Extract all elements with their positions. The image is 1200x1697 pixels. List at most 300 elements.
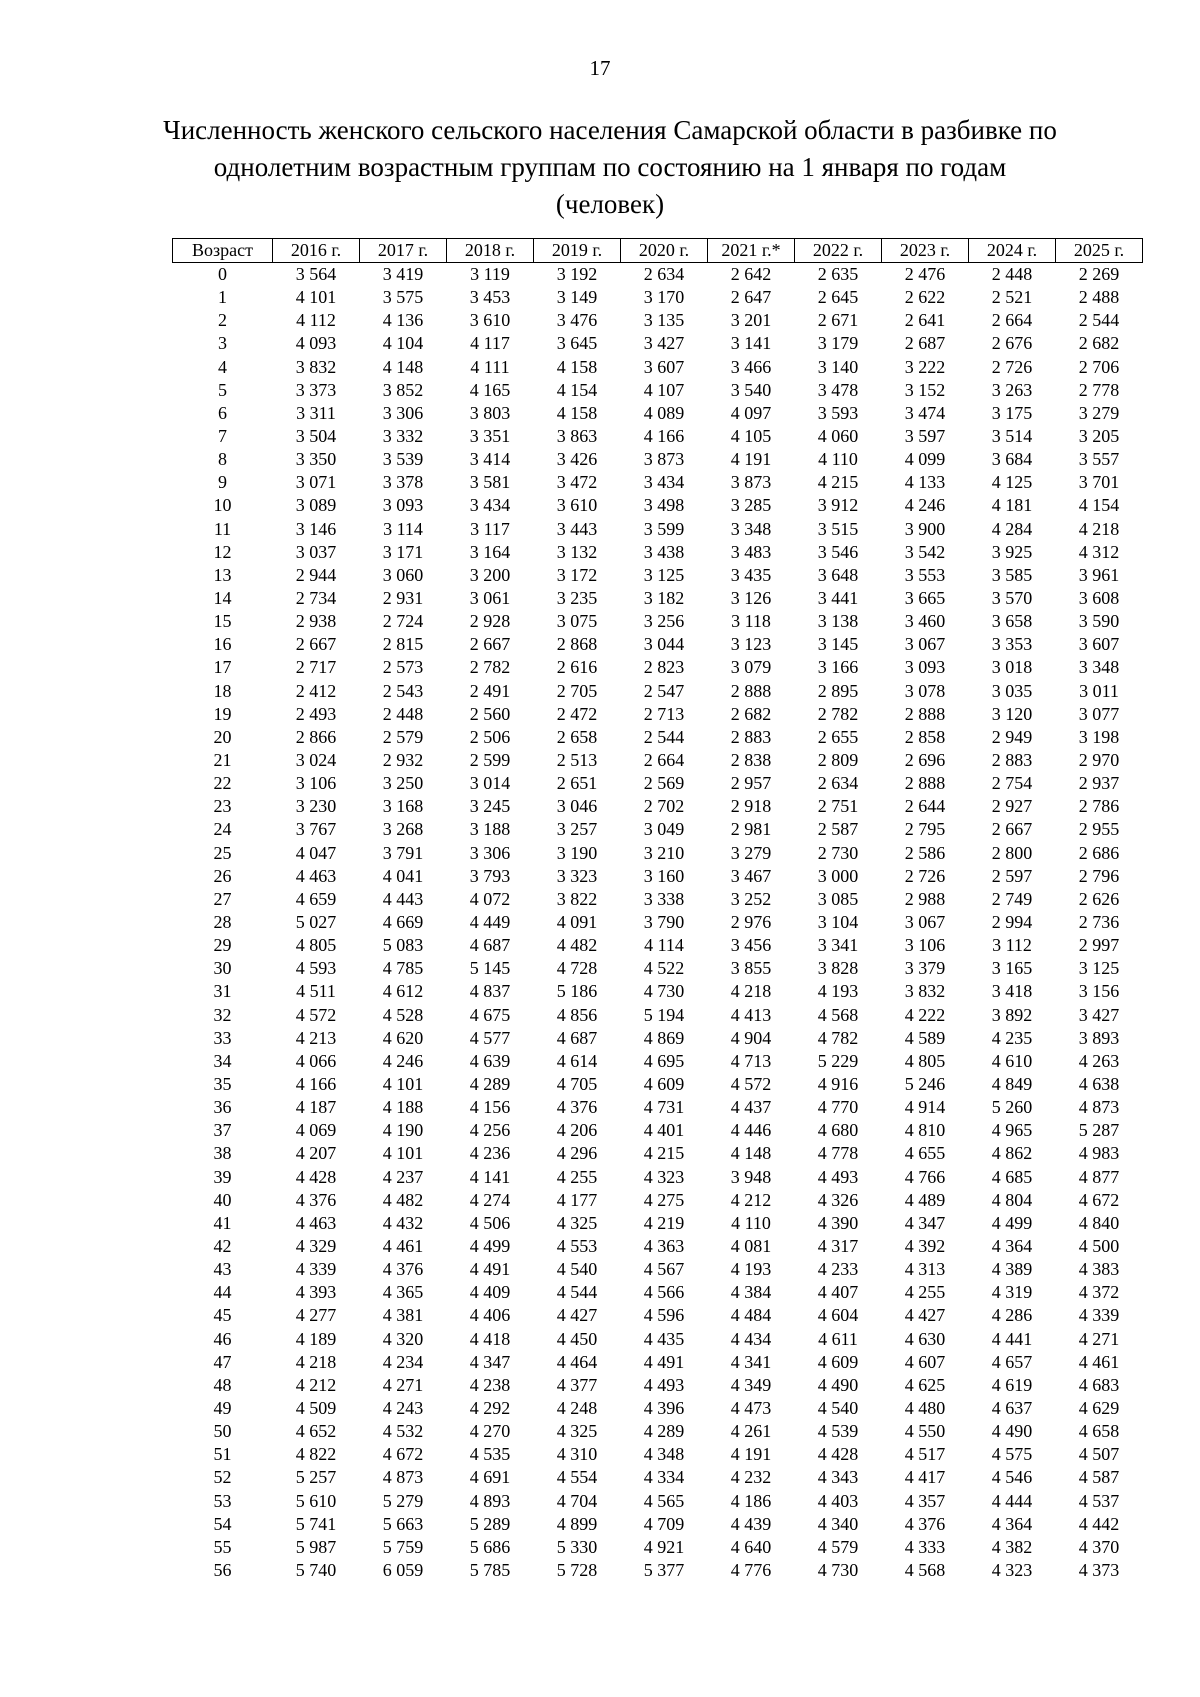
population-cell: 3 123 <box>730 634 772 655</box>
population-cell: 4 568 <box>817 1004 859 1025</box>
population-cell: 4 384 <box>730 1282 772 1303</box>
population-cell: 4 567 <box>643 1259 685 1280</box>
age-cell: 1 <box>218 287 227 308</box>
population-cell: 3 160 <box>643 865 685 886</box>
population-cell: 2 730 <box>817 842 859 863</box>
population-cell: 4 685 <box>991 1166 1033 1187</box>
population-cell: 4 652 <box>295 1421 337 1442</box>
population-cell: 5 728 <box>556 1559 598 1580</box>
population-cell: 2 641 <box>904 310 946 331</box>
population-cell: 4 493 <box>817 1166 859 1187</box>
age-cell: 20 <box>213 726 232 747</box>
table-row <box>173 286 1143 309</box>
column-header-year: 2023 г. <box>882 239 969 263</box>
population-cell: 4 274 <box>469 1189 511 1210</box>
population-cell: 2 895 <box>817 680 859 701</box>
population-cell: 3 257 <box>556 819 598 840</box>
population-cell: 4 691 <box>469 1467 511 1488</box>
population-cell: 4 849 <box>991 1073 1033 1094</box>
population-cell: 4 403 <box>817 1490 859 1511</box>
population-cell: 3 149 <box>556 287 598 308</box>
population-cell: 3 373 <box>295 379 337 400</box>
table-row <box>173 957 1143 980</box>
population-cell: 4 107 <box>643 379 685 400</box>
table-row <box>173 749 1143 772</box>
table-row <box>173 1397 1143 1420</box>
population-cell: 3 235 <box>556 588 598 609</box>
population-cell: 4 463 <box>295 865 337 886</box>
population-cell: 4 914 <box>904 1097 946 1118</box>
table-row <box>173 980 1143 1003</box>
population-cell: 3 514 <box>991 426 1033 447</box>
population-cell: 4 333 <box>904 1536 946 1557</box>
column-header-age: Возраст <box>173 239 273 263</box>
population-cell: 4 657 <box>991 1351 1033 1372</box>
table-row <box>173 587 1143 610</box>
population-cell: 3 106 <box>295 773 337 794</box>
population-cell: 4 619 <box>991 1374 1033 1395</box>
population-cell: 3 540 <box>730 379 772 400</box>
population-cell: 3 414 <box>469 449 511 470</box>
population-cell: 4 461 <box>1078 1351 1120 1372</box>
population-cell: 4 484 <box>730 1305 772 1326</box>
population-cell: 4 255 <box>556 1166 598 1187</box>
population-cell: 2 888 <box>730 680 772 701</box>
population-cell: 4 614 <box>556 1050 598 1071</box>
population-cell: 3 077 <box>1078 703 1120 724</box>
population-cell: 5 987 <box>295 1536 337 1557</box>
population-cell: 3 553 <box>904 564 946 585</box>
population-cell: 2 573 <box>382 657 424 678</box>
population-cell: 4 246 <box>382 1050 424 1071</box>
age-cell: 13 <box>213 564 232 585</box>
population-cell: 4 675 <box>469 1004 511 1025</box>
population-cell: 4 683 <box>1078 1374 1120 1395</box>
population-cell: 4 101 <box>295 287 337 308</box>
population-cell: 4 437 <box>730 1097 772 1118</box>
population-cell: 3 190 <box>556 842 598 863</box>
population-cell: 3 912 <box>817 495 859 516</box>
population-cell: 4 489 <box>904 1189 946 1210</box>
population-cell: 2 682 <box>730 703 772 724</box>
population-cell: 2 642 <box>730 264 772 285</box>
population-cell: 3 135 <box>643 310 685 331</box>
population-cell: 4 349 <box>730 1374 772 1395</box>
population-cell: 5 741 <box>295 1513 337 1534</box>
population-cell: 4 965 <box>991 1120 1033 1141</box>
population-cell: 3 188 <box>469 819 511 840</box>
title-line: однолетним возрастным группам по состоянию на 1 января по годам <box>213 152 1007 182</box>
population-cell: 4 805 <box>295 935 337 956</box>
population-cell: 4 589 <box>904 1027 946 1048</box>
population-cell: 3 250 <box>382 773 424 794</box>
population-cell: 3 268 <box>382 819 424 840</box>
population-cell: 4 540 <box>817 1397 859 1418</box>
population-cell: 4 158 <box>556 402 598 423</box>
population-cell: 4 434 <box>730 1328 772 1349</box>
population-cell: 2 883 <box>991 750 1033 771</box>
population-cell: 3 665 <box>904 588 946 609</box>
population-cell: 4 110 <box>731 1212 771 1233</box>
population-cell: 4 148 <box>730 1143 772 1164</box>
population-cell: 2 823 <box>643 657 685 678</box>
population-cell: 3 046 <box>556 796 598 817</box>
table-row <box>173 865 1143 888</box>
age-cell: 48 <box>213 1374 232 1395</box>
population-cell: 3 279 <box>1078 402 1120 423</box>
population-cell: 2 734 <box>295 588 337 609</box>
population-cell: 3 426 <box>556 449 598 470</box>
population-cell: 3 172 <box>556 564 598 585</box>
age-cell: 39 <box>213 1166 232 1187</box>
population-cell: 2 888 <box>904 703 946 724</box>
population-cell: 4 511 <box>296 981 336 1002</box>
population-cell: 4 658 <box>1078 1421 1120 1442</box>
population-cell: 3 378 <box>382 472 424 493</box>
population-cell: 3 793 <box>469 865 511 886</box>
population-cell: 4 899 <box>556 1513 598 1534</box>
population-cell: 3 125 <box>1078 958 1120 979</box>
population-cell: 2 635 <box>817 264 859 285</box>
population-cell: 4 565 <box>643 1490 685 1511</box>
population-cell: 5 663 <box>382 1513 424 1534</box>
population-cell: 2 579 <box>382 726 424 747</box>
population-cell: 3 546 <box>817 541 859 562</box>
population-cell: 4 640 <box>730 1536 772 1557</box>
population-cell: 3 256 <box>643 611 685 632</box>
population-cell: 3 557 <box>1078 449 1120 470</box>
population-cell: 4 607 <box>904 1351 946 1372</box>
age-cell: 44 <box>213 1282 232 1303</box>
population-cell: 4 393 <box>295 1282 337 1303</box>
population-cell: 3 120 <box>991 703 1033 724</box>
population-cell: 3 474 <box>904 402 946 423</box>
population-cell: 3 585 <box>991 564 1033 585</box>
population-cell: 2 634 <box>643 264 685 285</box>
population-cell: 4 566 <box>643 1282 685 1303</box>
age-cell: 53 <box>213 1490 232 1511</box>
population-cell: 4 528 <box>382 1004 424 1025</box>
table-row <box>173 309 1143 332</box>
age-cell: 28 <box>213 912 232 932</box>
table-row <box>173 818 1143 841</box>
population-cell: 5 083 <box>382 935 424 956</box>
population-cell: 4 066 <box>295 1050 337 1071</box>
population-cell: 4 377 <box>556 1374 598 1395</box>
population-cell: 3 170 <box>643 287 685 308</box>
population-cell: 4 296 <box>556 1143 598 1164</box>
column-header-year: 2020 г. <box>621 239 708 263</box>
population-cell: 3 078 <box>904 680 946 701</box>
population-cell: 2 664 <box>991 310 1033 331</box>
population-cell: 2 868 <box>556 634 598 655</box>
population-table <box>172 238 1143 1582</box>
age-cell: 8 <box>218 449 227 470</box>
table-row <box>173 888 1143 911</box>
population-cell: 3 200 <box>469 564 511 585</box>
population-cell: 4 158 <box>556 356 598 377</box>
population-cell: 4 482 <box>382 1189 424 1210</box>
population-cell: 4 805 <box>904 1050 946 1071</box>
population-cell: 4 500 <box>1078 1235 1120 1256</box>
population-cell: 2 736 <box>1078 912 1120 932</box>
population-cell: 4 110 <box>818 449 858 470</box>
population-cell: 2 651 <box>556 773 598 794</box>
population-cell: 3 146 <box>295 518 337 539</box>
population-cell: 2 938 <box>295 611 337 632</box>
population-cell: 2 491 <box>469 680 511 701</box>
population-cell: 4 188 <box>382 1097 424 1118</box>
population-cell: 3 119 <box>470 264 510 285</box>
population-cell: 3 434 <box>643 472 685 493</box>
population-cell: 3 106 <box>904 935 946 956</box>
population-cell: 2 713 <box>643 703 685 724</box>
table-row <box>173 1142 1143 1165</box>
population-cell: 2 476 <box>904 264 946 285</box>
population-cell: 4 804 <box>991 1189 1033 1210</box>
population-cell: 4 609 <box>643 1073 685 1094</box>
population-cell: 4 213 <box>295 1027 337 1048</box>
population-cell: 3 427 <box>1078 1004 1120 1025</box>
population-cell: 3 453 <box>469 287 511 308</box>
population-cell: 4 553 <box>556 1235 598 1256</box>
population-cell: 3 168 <box>382 796 424 817</box>
population-cell: 2 634 <box>817 773 859 794</box>
population-cell: 3 348 <box>1078 657 1120 678</box>
age-cell: 37 <box>213 1120 232 1141</box>
age-cell: 12 <box>213 541 232 562</box>
table-row <box>173 1466 1143 1489</box>
population-cell: 4 323 <box>643 1166 685 1187</box>
table-row <box>173 1096 1143 1119</box>
population-cell: 4 535 <box>469 1444 511 1465</box>
population-cell: 4 904 <box>730 1027 772 1048</box>
population-cell: 5 186 <box>556 981 598 1002</box>
population-cell: 4 111 <box>470 356 510 377</box>
population-cell: 4 357 <box>904 1490 946 1511</box>
population-cell: 3 948 <box>730 1166 772 1187</box>
population-cell: 4 206 <box>556 1120 598 1141</box>
population-cell: 2 547 <box>643 680 685 701</box>
population-cell: 3 498 <box>643 495 685 516</box>
population-cell: 4 364 <box>991 1235 1033 1256</box>
population-cell: 3 049 <box>643 819 685 840</box>
population-cell: 4 376 <box>295 1189 337 1210</box>
population-cell: 5 289 <box>469 1513 511 1534</box>
population-cell: 3 434 <box>469 495 511 516</box>
document-title <box>150 112 1070 223</box>
population-cell: 4 490 <box>991 1421 1033 1442</box>
population-cell: 2 955 <box>1078 819 1120 840</box>
population-cell: 4 263 <box>1078 1050 1120 1071</box>
population-cell: 3 427 <box>643 333 685 354</box>
population-cell: 4 340 <box>817 1513 859 1534</box>
population-cell: 2 782 <box>817 703 859 724</box>
population-cell: 4 446 <box>730 1120 772 1141</box>
population-cell: 4 893 <box>469 1490 511 1511</box>
population-cell: 5 740 <box>295 1559 337 1580</box>
population-cell: 2 997 <box>1078 935 1120 956</box>
population-cell: 3 419 <box>382 264 424 285</box>
age-cell: 14 <box>213 588 232 609</box>
population-cell: 3 140 <box>817 356 859 377</box>
population-cell: 3 112 <box>992 935 1032 956</box>
population-cell: 4 326 <box>817 1189 859 1210</box>
population-cell: 4 776 <box>730 1559 772 1580</box>
population-cell: 2 702 <box>643 796 685 817</box>
population-cell: 4 389 <box>991 1259 1033 1280</box>
population-cell: 4 101 <box>382 1143 424 1164</box>
population-cell: 4 443 <box>382 888 424 909</box>
table-row <box>173 1536 1143 1559</box>
population-cell: 3 658 <box>991 611 1033 632</box>
population-cell: 4 480 <box>904 1397 946 1418</box>
age-cell: 51 <box>213 1444 232 1465</box>
population-cell: 4 728 <box>556 958 598 979</box>
population-cell: 3 873 <box>643 449 685 470</box>
age-cell: 19 <box>213 703 232 724</box>
population-cell: 4 339 <box>1078 1305 1120 1326</box>
population-cell: 4 432 <box>382 1212 424 1233</box>
population-cell: 3 438 <box>643 541 685 562</box>
age-cell: 46 <box>213 1328 232 1349</box>
column-header-year: 2017 г. <box>360 239 447 263</box>
population-cell: 2 667 <box>295 634 337 655</box>
population-cell: 2 937 <box>1078 773 1120 794</box>
population-cell: 3 460 <box>904 611 946 632</box>
population-cell: 2 931 <box>382 588 424 609</box>
age-cell: 21 <box>213 750 232 771</box>
population-cell: 3 832 <box>904 981 946 1002</box>
population-cell: 4 212 <box>295 1374 337 1395</box>
population-cell: 4 190 <box>382 1120 424 1141</box>
age-cell: 7 <box>218 426 227 447</box>
population-cell: 4 572 <box>295 1004 337 1025</box>
population-cell: 4 810 <box>904 1120 946 1141</box>
population-cell: 4 323 <box>991 1559 1033 1580</box>
population-cell: 4 191 <box>730 449 772 470</box>
population-cell: 4 877 <box>1078 1166 1120 1187</box>
population-cell: 4 856 <box>556 1004 598 1025</box>
population-cell: 4 539 <box>817 1421 859 1442</box>
table-row <box>173 1258 1143 1281</box>
population-cell: 3 608 <box>1078 588 1120 609</box>
age-cell: 23 <box>213 796 232 817</box>
population-cell: 2 269 <box>1078 264 1120 285</box>
population-cell: 2 705 <box>556 680 598 701</box>
age-cell: 47 <box>213 1351 232 1372</box>
population-cell: 3 504 <box>295 426 337 447</box>
population-cell: 3 192 <box>556 264 598 285</box>
population-cell: 3 093 <box>382 495 424 516</box>
population-cell: 4 983 <box>1078 1143 1120 1164</box>
population-cell: 4 568 <box>904 1559 946 1580</box>
population-cell: 4 347 <box>469 1351 511 1372</box>
population-cell: 3 164 <box>469 541 511 562</box>
population-cell: 3 145 <box>817 634 859 655</box>
population-cell: 2 696 <box>904 750 946 771</box>
population-cell: 4 218 <box>295 1351 337 1372</box>
population-cell: 4 101 <box>382 1073 424 1094</box>
population-cell: 4 289 <box>643 1421 685 1442</box>
population-cell: 3 338 <box>643 888 685 909</box>
population-cell: 2 569 <box>643 773 685 794</box>
population-cell: 3 044 <box>643 634 685 655</box>
population-cell: 2 883 <box>730 726 772 747</box>
population-cell: 4 243 <box>382 1397 424 1418</box>
population-cell: 3 648 <box>817 564 859 585</box>
page-number: 17 <box>589 56 611 80</box>
population-cell: 2 786 <box>1078 796 1120 817</box>
population-cell: 3 156 <box>1078 981 1120 1002</box>
population-cell: 4 313 <box>904 1259 946 1280</box>
population-cell: 2 888 <box>904 773 946 794</box>
population-cell: 4 069 <box>295 1120 337 1141</box>
population-cell: 4 317 <box>817 1235 859 1256</box>
population-cell: 2 587 <box>817 819 859 840</box>
population-cell: 2 932 <box>382 750 424 771</box>
population-cell: 2 664 <box>643 750 685 771</box>
population-cell: 3 483 <box>730 541 772 562</box>
population-cell: 4 428 <box>295 1166 337 1187</box>
population-cell: 4 611 <box>818 1328 858 1349</box>
population-cell: 4 089 <box>643 402 685 423</box>
population-cell: 4 766 <box>904 1166 946 1187</box>
population-cell: 4 286 <box>991 1305 1033 1326</box>
population-cell: 4 218 <box>730 981 772 1002</box>
age-cell: 43 <box>213 1259 232 1280</box>
table-row <box>173 564 1143 587</box>
population-cell: 3 152 <box>904 379 946 400</box>
population-cell: 4 449 <box>469 912 511 932</box>
population-cell: 4 348 <box>643 1444 685 1465</box>
population-cell: 4 921 <box>643 1536 685 1557</box>
population-cell: 4 376 <box>382 1259 424 1280</box>
population-cell: 3 285 <box>730 495 772 516</box>
population-cell: 3 061 <box>469 588 511 609</box>
population-cell: 4 364 <box>991 1513 1033 1534</box>
age-cell: 15 <box>213 611 232 632</box>
population-cell: 4 312 <box>1078 541 1120 562</box>
population-cell: 2 543 <box>382 680 424 701</box>
population-cell: 3 011 <box>1079 680 1119 701</box>
age-cell: 52 <box>213 1467 232 1488</box>
population-cell: 3 564 <box>295 264 337 285</box>
population-cell: 3 341 <box>817 935 859 956</box>
population-cell: 4 491 <box>469 1259 511 1280</box>
population-cell: 4 207 <box>295 1143 337 1164</box>
population-table-container <box>172 238 1143 1582</box>
population-cell: 4 289 <box>469 1073 511 1094</box>
population-cell: 3 067 <box>904 912 946 932</box>
population-cell: 3 089 <box>295 495 337 516</box>
population-cell: 4 464 <box>556 1351 598 1372</box>
population-cell: 4 292 <box>469 1397 511 1418</box>
age-cell: 27 <box>213 888 232 909</box>
population-cell: 3 597 <box>904 426 946 447</box>
population-cell: 3 230 <box>295 796 337 817</box>
population-cell: 3 126 <box>730 588 772 609</box>
population-cell: 3 590 <box>1078 611 1120 632</box>
table-header-row <box>173 239 1143 263</box>
population-cell: 4 166 <box>295 1073 337 1094</box>
population-cell: 3 476 <box>556 310 598 331</box>
table-row <box>173 1489 1143 1512</box>
table-row <box>173 1351 1143 1374</box>
population-cell: 4 655 <box>904 1143 946 1164</box>
population-cell: 3 607 <box>1078 634 1120 655</box>
table-row <box>173 425 1143 448</box>
